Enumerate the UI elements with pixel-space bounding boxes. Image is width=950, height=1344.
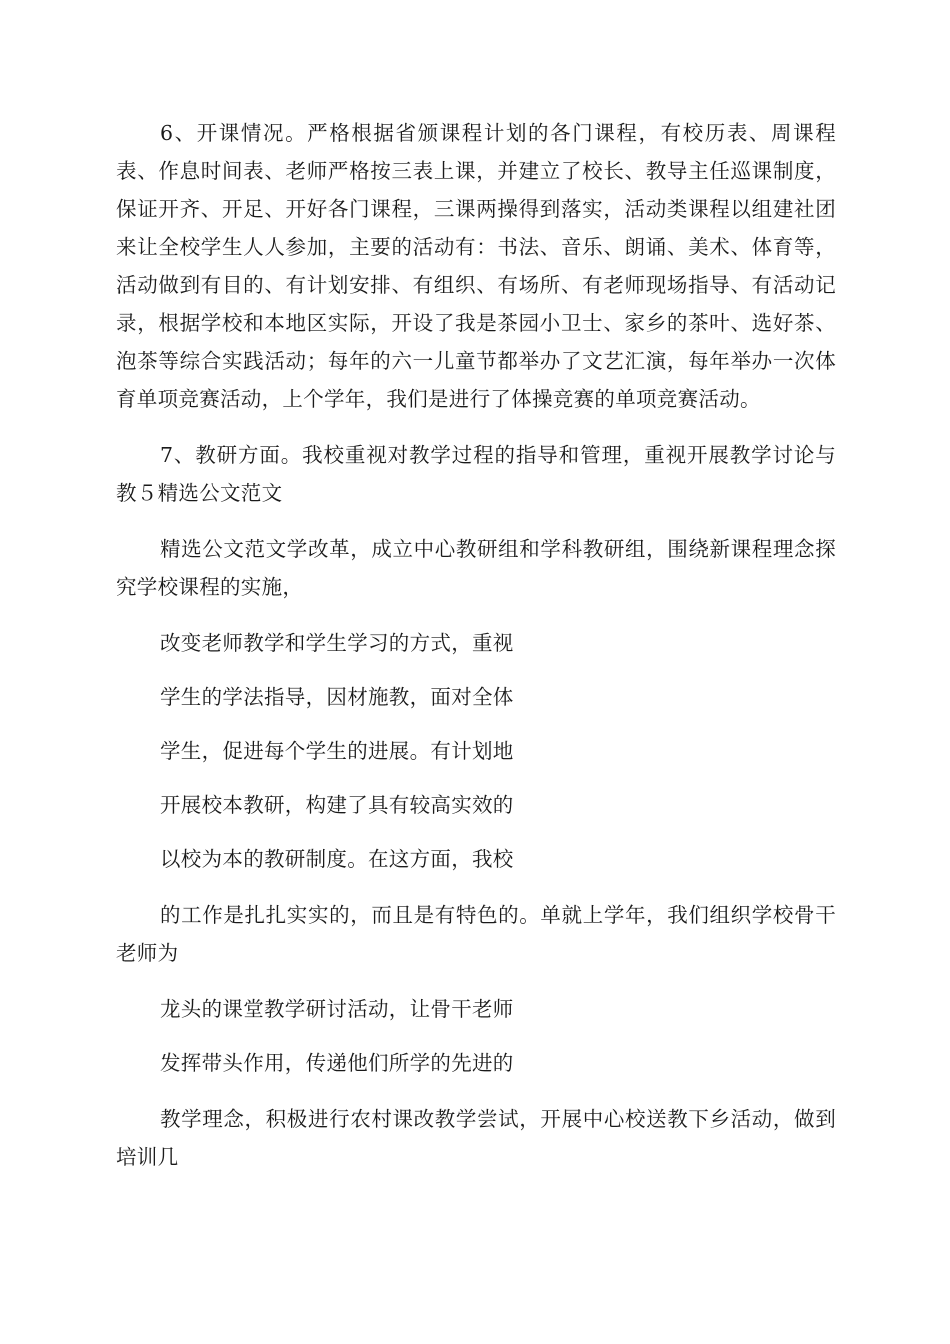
paragraph-line: 学生，促进每个学生的进展。有计划地 — [160, 739, 514, 763]
paragraph-teaching-research: 7、教研方面。我校重视对教学过程的指导和管理，重视开展教学讨论与教５精选公文范文 — [116, 443, 836, 505]
paragraph-line: 教学理念，积极进行农村课改教学尝试，开展中心校送教下乡活动，做到培训几 — [116, 1107, 836, 1169]
paragraph-course-offering: 6、开课情况。严格根据省颁课程计划的各门课程，有校历表、周课程表、作息时间表、老师严格按三表上课，并建立了校长、教导主任巡课制度，保证开齐、开足、开好各门课程，三课两操得到落实，活动类课程以组建社团来让全校学生人人参加，主要的活动有：书法、音乐、朗诵、美术、体育等，活动做到有目的、有计划安排、有组织、有场所、有老师现场指导、有活动记录，根据学校和本地区实际，开设了我是茶园小卫士、家乡的茶叶、选好茶、泡茶等综合实践活动；每年的六一儿童节都举办了文艺汇演，每年举办一次体育单项竞赛活动，上个学年，我们是进行了体操竞赛的单项竞赛活动。 — [116, 121, 836, 411]
paragraph-research-groups: 精选公文范文学改革，成立中心教研组和学科教研组，围绕新课程理念探究学校课程的实施， — [116, 537, 836, 599]
paragraph-line: 学生的学法指导，因材施教，面对全体 — [160, 685, 514, 709]
paragraph-line: 以校为本的教研制度。在这方面，我校 — [160, 847, 514, 871]
paragraph-line: 开展校本教研，构建了具有较高实效的 — [160, 793, 514, 817]
document-body — [116, 114, 836, 1176]
paragraph-line: 改变老师教学和学生学习的方式，重视 — [160, 631, 514, 655]
paragraph-line: 的工作是扎扎实实的，而且是有特色的。单就上学年，我们组织学校骨干老师为 — [116, 903, 836, 965]
paragraph-line: 龙头的课堂教学研讨活动，让骨干老师 — [160, 997, 514, 1021]
paragraph-line: 发挥带头作用，传递他们所学的先进的 — [160, 1051, 514, 1075]
